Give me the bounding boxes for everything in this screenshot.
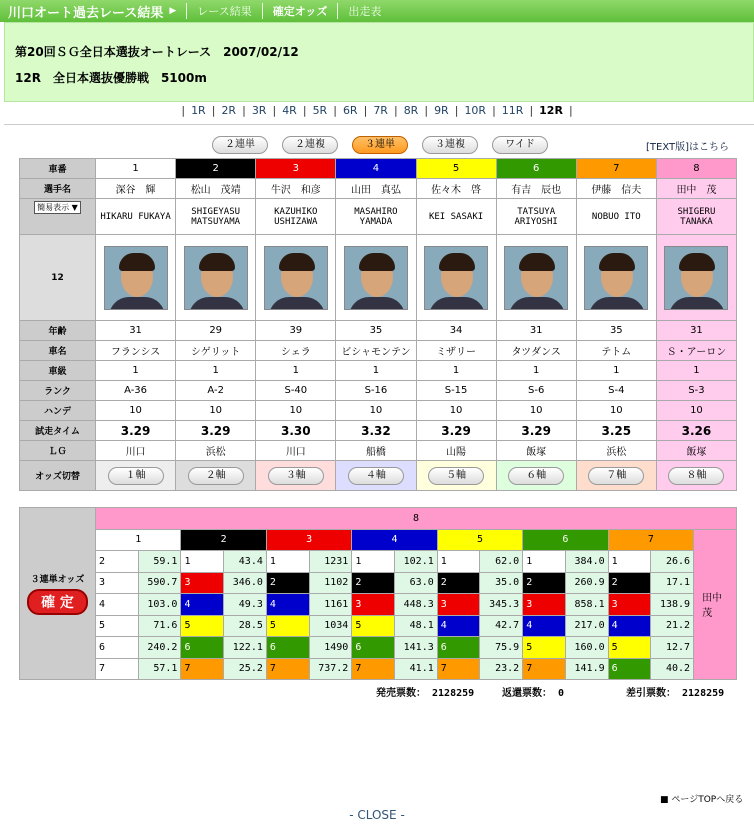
third-place-number: 3 [181, 572, 224, 594]
rider-name: 牛沢 和彦 [256, 179, 336, 199]
third-place-number: 7 [96, 658, 139, 680]
car-number: 8 [656, 159, 736, 179]
odds-value: 141.9 [565, 658, 608, 680]
odds-value: 384.0 [565, 551, 608, 573]
axis-button-3[interactable]: ３軸 [268, 467, 324, 485]
rider-name: 深谷 輝 [96, 179, 176, 199]
second-place-number: 5 [437, 529, 522, 551]
rider-romaji: MASAHIRO YAMADA [336, 199, 416, 235]
axis-cell [256, 461, 336, 491]
rider-rank: S-6 [496, 381, 576, 401]
separator: | [333, 104, 337, 117]
rider-age: 35 [576, 321, 656, 341]
axis-button-1[interactable]: １軸 [108, 467, 164, 485]
sold-count: 発売票数： 2128259 [376, 688, 475, 699]
odds-row [20, 637, 737, 659]
axis-cell [496, 461, 576, 491]
axis-cell [336, 461, 416, 491]
odds-value: 138.9 [651, 594, 694, 616]
third-place-number: 4 [608, 615, 651, 637]
odds-label-cell [20, 508, 96, 680]
age-row [20, 321, 737, 341]
odds-value: 260.9 [565, 572, 608, 594]
rider-cls: 1 [256, 361, 336, 381]
rider-photo-cell [256, 235, 336, 321]
odds-second-row [20, 529, 737, 551]
rider-age: 29 [176, 321, 256, 341]
rider-romaji: KEI SASAKI [416, 199, 496, 235]
odds-value: 346.0 [224, 572, 267, 594]
third-place-number: 5 [96, 615, 139, 637]
nav-final-odds[interactable]: 確定オッズ [262, 3, 338, 19]
rider-time: 3.26 [656, 421, 736, 441]
odds-row [20, 551, 737, 573]
third-place-number: 1 [523, 551, 566, 573]
car-number: 6 [496, 159, 576, 179]
rider-rank: S-16 [336, 381, 416, 401]
rider-hande: 10 [96, 401, 176, 421]
third-place-number: 6 [181, 637, 224, 659]
rider-age: 31 [656, 321, 736, 341]
race-title: 12R 全日本選抜優勝戦 5100m [15, 71, 207, 85]
hande-label: ハンデ [20, 401, 96, 421]
odds-value: 858.1 [565, 594, 608, 616]
third-place-number: 7 [181, 658, 224, 680]
rider-hande: 10 [416, 401, 496, 421]
rider-photo-cell [416, 235, 496, 321]
third-place-number: 3 [437, 594, 480, 616]
axis-button-8[interactable]: ８軸 [668, 467, 724, 485]
separator: | [492, 104, 496, 117]
bet-type-buttons [212, 136, 548, 154]
race-link-1[interactable]: 1R [191, 104, 206, 117]
rider-lg: 川口 [256, 441, 336, 461]
rider-lg: 飯塚 [496, 441, 576, 461]
simple-display-select[interactable] [34, 201, 81, 214]
rider-lg: 船橋 [336, 441, 416, 461]
odds-value: 160.0 [565, 637, 608, 659]
third-place-number: 6 [352, 637, 395, 659]
race-link-2[interactable]: 2R [221, 104, 237, 117]
arrow-icon: ▶ [169, 6, 177, 16]
odds-value: 122.1 [224, 637, 267, 659]
odds-value: 75.9 [480, 637, 523, 659]
rider-photo [344, 246, 408, 310]
rider-time: 3.30 [256, 421, 336, 441]
rider-name: 松山 茂靖 [176, 179, 256, 199]
rank-label: ランク [20, 381, 96, 401]
third-place-number: 6 [266, 637, 309, 659]
event-title: 第20回ＳＧ全日本選抜オートレース 2007/02/12 [15, 45, 299, 59]
rider-name-row [20, 179, 737, 199]
car-number: 7 [576, 159, 656, 179]
odds-value: 21.2 [651, 615, 694, 637]
rider-age: 39 [256, 321, 336, 341]
odds-value: 345.3 [480, 594, 523, 616]
rider-lg: 川口 [96, 441, 176, 461]
odds-value: 103.0 [138, 594, 181, 616]
odds-value: 49.3 [224, 594, 267, 616]
axis-cell [416, 461, 496, 491]
third-place-number: 6 [608, 658, 651, 680]
rider-romaji: NOBUO ITO [576, 199, 656, 235]
rider-rank: S-4 [576, 381, 656, 401]
rider-photo [104, 246, 168, 310]
top-nav-bar [0, 0, 754, 22]
race-link-4[interactable]: 4R [282, 104, 297, 117]
rider-car: シゲリット [176, 341, 256, 361]
rider-age: 31 [496, 321, 576, 341]
odds-value: 57.1 [138, 658, 181, 680]
odds-value: 1490 [309, 637, 352, 659]
rider-hande: 10 [496, 401, 576, 421]
race-link-7[interactable]: 7R [373, 104, 388, 117]
odds-switch-label: オッズ切替 [20, 461, 96, 491]
net-count: 差引票数： 2128259 [626, 688, 725, 699]
third-place-number: 2 [96, 551, 139, 573]
rider-photo-cell [576, 235, 656, 321]
race-header [4, 22, 754, 102]
race-link-9[interactable]: 9R [434, 104, 449, 117]
rider-photo [424, 246, 488, 310]
cls-row [20, 361, 737, 381]
rider-cls: 1 [96, 361, 176, 381]
axis-cell [656, 461, 736, 491]
rider-lg: 山陽 [416, 441, 496, 461]
separator: | [529, 104, 534, 117]
odds-value: 737.2 [309, 658, 352, 680]
lg-label: ＬＧ [20, 441, 96, 461]
third-place-number: 4 [437, 615, 480, 637]
odds-switch-row [20, 461, 737, 491]
simple-display-label: 簡易表示 [37, 203, 70, 212]
third-place-number: 5 [523, 637, 566, 659]
third-place-number: 7 [437, 658, 480, 680]
romaji-row [20, 199, 737, 235]
odds-value: 42.7 [480, 615, 523, 637]
first-place-number: 8 [96, 508, 737, 530]
rider-car: ミザリー [416, 341, 496, 361]
third-place-number: 1 [608, 551, 651, 573]
rider-time: 3.32 [336, 421, 416, 441]
second-place-number: 1 [96, 529, 181, 551]
third-place-number: 1 [437, 551, 480, 573]
rider-rank: A-36 [96, 381, 176, 401]
third-place-number: 4 [523, 615, 566, 637]
separator: | [393, 104, 398, 117]
rider-cls: 1 [416, 361, 496, 381]
rider-hande: 10 [576, 401, 656, 421]
rider-time: 3.29 [416, 421, 496, 441]
rider-cls: 1 [656, 361, 736, 381]
odds-value: 217.0 [565, 615, 608, 637]
third-place-number: 2 [266, 572, 309, 594]
text-version-link[interactable]: [TEXT版]はこちら [646, 142, 730, 153]
race-link-8[interactable]: 8R [403, 104, 419, 117]
rider-romaji: SHIGERU TANAKA [656, 199, 736, 235]
race-number-display: 12 [20, 235, 96, 321]
rider-age: 31 [96, 321, 176, 341]
odds-value: 240.2 [138, 637, 181, 659]
odds-value: 17.1 [651, 572, 694, 594]
separator: | [302, 104, 307, 117]
race-link-11[interactable]: 11R [501, 104, 524, 117]
third-place-number: 6 [437, 637, 480, 659]
race-link-6[interactable]: 6R [342, 104, 358, 117]
third-place-number: 5 [352, 615, 395, 637]
rider-photo-cell [336, 235, 416, 321]
square-icon: ■ [660, 795, 669, 805]
axis-cell [576, 461, 656, 491]
odds-value: 590.7 [138, 572, 181, 594]
page-top-link[interactable] [660, 792, 743, 805]
odds-value: 59.1 [138, 551, 181, 573]
separator: | [568, 104, 573, 117]
rider-name: 田中 茂 [656, 179, 736, 199]
trial-label: 試走タイム [20, 421, 96, 441]
odds-value: 141.3 [395, 637, 438, 659]
axis-button-6[interactable]: ６軸 [508, 467, 564, 485]
trifecta-odds-table [19, 507, 737, 680]
rider-car: Ｓ・アーロン [656, 341, 736, 361]
bet-type-button-2[interactable]: ２連複 [282, 136, 338, 154]
second-place-number: 7 [608, 529, 693, 551]
third-place-number: 3 [523, 594, 566, 616]
rider-time: 3.29 [96, 421, 176, 441]
odds-value: 35.0 [480, 572, 523, 594]
second-place-number: 3 [266, 529, 351, 551]
second-place-number: 4 [352, 529, 437, 551]
car-number: 2 [176, 159, 256, 179]
bet-type-button-4[interactable]: ３連複 [422, 136, 478, 154]
third-place-number: 1 [352, 551, 395, 573]
rider-car: テトム [576, 341, 656, 361]
rider-romaji: SHIGEYASU MATSUYAMA [176, 199, 256, 235]
third-place-number: 5 [266, 615, 309, 637]
second-place-number: 2 [181, 529, 266, 551]
car-number-label: 車番 [20, 159, 96, 179]
axis-button-2[interactable]: ２軸 [188, 467, 244, 485]
third-place-number: 4 [266, 594, 309, 616]
rider-photo-cell [496, 235, 576, 321]
car-number: 5 [416, 159, 496, 179]
rider-lg: 浜松 [576, 441, 656, 461]
odds-value: 48.1 [395, 615, 438, 637]
third-place-number: 3 [352, 594, 395, 616]
rider-cls: 1 [496, 361, 576, 381]
odds-value: 1231 [309, 551, 352, 573]
simple-display-cell [20, 199, 96, 235]
rider-name-label: 選手名 [20, 179, 96, 199]
rider-rank: S-3 [656, 381, 736, 401]
third-place-number: 2 [352, 572, 395, 594]
odds-value: 1034 [309, 615, 352, 637]
odds-value: 102.1 [395, 551, 438, 573]
site-title: 川口オート過去レース結果 [8, 5, 164, 21]
rider-car: タツダンス [496, 341, 576, 361]
third-place-number: 1 [266, 551, 309, 573]
separator: | [424, 104, 429, 117]
chevron-down-icon: ▼ [69, 203, 78, 212]
rider-romaji: HIKARU FUKAYA [96, 199, 176, 235]
odds-value: 43.4 [224, 551, 267, 573]
odds-value: 41.1 [395, 658, 438, 680]
rider-hande: 10 [256, 401, 336, 421]
third-place-number: 3 [96, 572, 139, 594]
rider-cls: 1 [176, 361, 256, 381]
bet-type-button-3[interactable]: ３連単 [352, 136, 408, 154]
final-badge: 確 定 [27, 589, 88, 615]
race-link-10[interactable]: 10R [464, 104, 487, 117]
rider-rank: S-40 [256, 381, 336, 401]
odds-value: 62.0 [480, 551, 523, 573]
separator: | [211, 104, 216, 117]
rider-romaji: KAZUHIKO USHIZAWA [256, 199, 336, 235]
refund-count: 返還票数： 0 [502, 688, 565, 699]
rider-rank: A-2 [176, 381, 256, 401]
odds-value: 71.6 [138, 615, 181, 637]
rider-name: 佐々木 啓 [416, 179, 496, 199]
odds-value: 448.3 [395, 594, 438, 616]
rider-photo [504, 246, 568, 310]
cls-label: 車級 [20, 361, 96, 381]
page-top-label: ページTOPへ戻る [671, 795, 744, 805]
third-place-number: 3 [608, 594, 651, 616]
rider-photo [184, 246, 248, 310]
odds-value: 12.7 [651, 637, 694, 659]
third-place-number: 2 [523, 572, 566, 594]
rider-hande: 10 [336, 401, 416, 421]
odds-row [20, 658, 737, 680]
rider-name: 有吉 辰也 [496, 179, 576, 199]
nav-entry-list[interactable]: 出走表 [337, 3, 391, 19]
race-link-5[interactable]: 5R [312, 104, 328, 117]
rider-photo [264, 246, 328, 310]
race-link-12[interactable]: 12R [539, 104, 563, 117]
rider-cls: 1 [576, 361, 656, 381]
rider-photo [584, 246, 648, 310]
rider-name: 山田 真弘 [336, 179, 416, 199]
car-label: 車名 [20, 341, 96, 361]
rider-photo [664, 246, 728, 310]
rider-time: 3.29 [496, 421, 576, 441]
odds-value: 23.2 [480, 658, 523, 680]
odds-row [20, 572, 737, 594]
rider-time: 3.29 [176, 421, 256, 441]
axis-button-4[interactable]: ４軸 [348, 467, 404, 485]
odds-value: 26.6 [651, 551, 694, 573]
car-row [20, 341, 737, 361]
third-place-number: 5 [608, 637, 651, 659]
third-place-number: 4 [96, 594, 139, 616]
second-place-number: 6 [523, 529, 608, 551]
close-link[interactable]: - CLOSE - [349, 808, 405, 822]
rider-age: 35 [336, 321, 416, 341]
odds-value: 25.2 [224, 658, 267, 680]
photo-row [20, 235, 737, 321]
nav-race-result[interactable]: レース結果 [186, 3, 261, 19]
odds-value: 63.0 [395, 572, 438, 594]
rider-romaji: TATSUYA ARIYOSHI [496, 199, 576, 235]
odds-value: 1102 [309, 572, 352, 594]
axis-button-7[interactable]: ７軸 [588, 467, 644, 485]
axis-cell [96, 461, 176, 491]
third-place-number: 2 [437, 572, 480, 594]
rider-lg: 浜松 [176, 441, 256, 461]
rider-car: ビシャモンテン [336, 341, 416, 361]
rider-photo-cell [656, 235, 736, 321]
race-link-3[interactable]: 3R [251, 104, 267, 117]
separator: | [242, 104, 246, 117]
rider-hande: 10 [656, 401, 736, 421]
rider-photo-cell [176, 235, 256, 321]
race-number-nav [0, 104, 754, 122]
odds-row [20, 594, 737, 616]
car-number: 1 [96, 159, 176, 179]
rider-time: 3.25 [576, 421, 656, 441]
third-place-number: 5 [181, 615, 224, 637]
rider-age: 34 [416, 321, 496, 341]
separator: | [363, 104, 368, 117]
rider-car: フランシス [96, 341, 176, 361]
axis-button-5[interactable]: ５軸 [428, 467, 484, 485]
bet-type-button-5[interactable]: ワイド [492, 136, 548, 154]
rider-table [19, 158, 737, 491]
third-place-number: 7 [523, 658, 566, 680]
third-place-number: 7 [352, 658, 395, 680]
bet-type-button-1[interactable]: ２連単 [212, 136, 268, 154]
third-place-number: 2 [608, 572, 651, 594]
third-place-number: 7 [266, 658, 309, 680]
rank-row [20, 381, 737, 401]
odds-value: 28.5 [224, 615, 267, 637]
odds-row [20, 615, 737, 637]
last-rider-name: 田中 茂 [694, 529, 737, 680]
rider-name: 伊藤 信夫 [576, 179, 656, 199]
odds-value: 40.2 [651, 658, 694, 680]
axis-cell [176, 461, 256, 491]
rider-lg: 飯塚 [656, 441, 736, 461]
rider-photo-cell [96, 235, 176, 321]
rider-car: シェラ [256, 341, 336, 361]
rider-rank: S-15 [416, 381, 496, 401]
rider-hande: 10 [176, 401, 256, 421]
third-place-number: 6 [96, 637, 139, 659]
odds-value: 1161 [309, 594, 352, 616]
separator: | [272, 104, 277, 117]
third-place-number: 4 [181, 594, 224, 616]
lg-row [20, 441, 737, 461]
trial-row [20, 421, 737, 441]
separator: | [454, 104, 459, 117]
third-place-number: 1 [181, 551, 224, 573]
odds-label: ３連単オッズ [30, 575, 85, 585]
car-number-row [20, 159, 737, 179]
odds-first-row [20, 508, 737, 530]
car-number: 4 [336, 159, 416, 179]
separator: | [181, 104, 186, 117]
hande-row [20, 401, 737, 421]
age-label: 年齢 [20, 321, 96, 341]
car-number: 3 [256, 159, 336, 179]
rider-cls: 1 [336, 361, 416, 381]
